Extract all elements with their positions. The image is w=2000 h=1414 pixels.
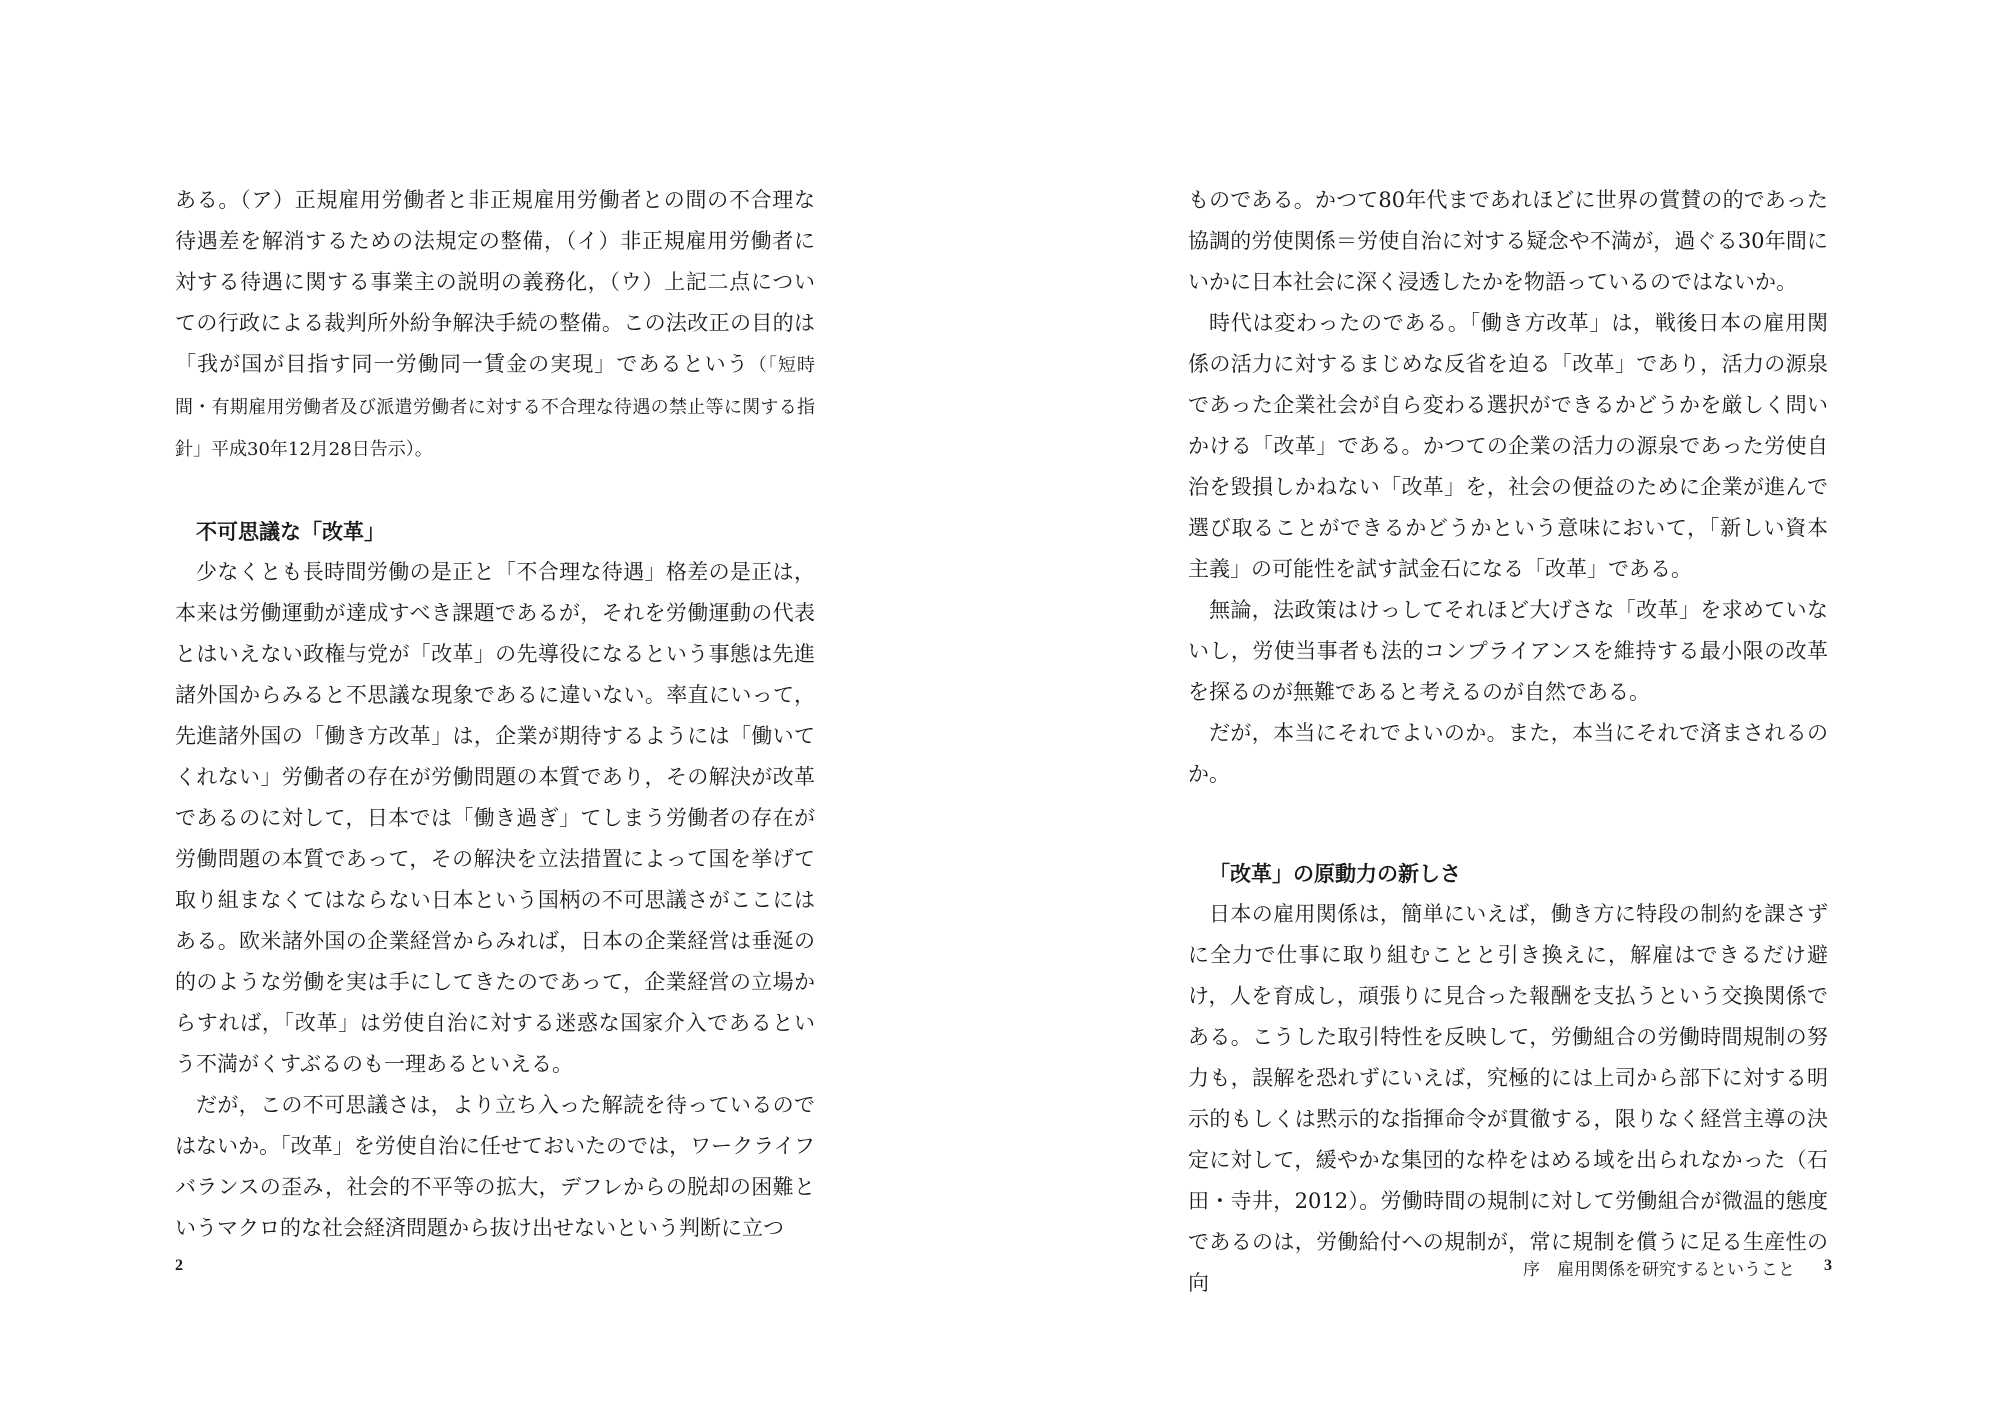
left-section-heading: 不可思議な「改革」 xyxy=(196,519,385,544)
running-head: 序 雇用関係を研究するということ xyxy=(1523,1260,1795,1280)
left-text-column xyxy=(175,180,815,1249)
left-paragraph-2: 少なくとも長時間労働の是正と「不合理な待遇」格差の是正は，本来は労働運動が達成すべき課題であるが，それを労働運動の代表とはいえない政権与党が「改革」の先導役になるという事態は先進諸外国からみると不思議な現象であるに違いない。率直にいって，先進諸外国の「働き方改革」は，企業が期待するようには「働いてくれない」労働者の存在が労働問題の本質であり，その解決が改革であるのに対して，日本では「働き過ぎ」てしまう労働者の存在が労働問題の本質であって，その解決を立法措置によって国を挙げて取り組まなくてはならない日本という国柄の不可思議さがここにはある。欧米諸外国の企業経営からみれば，日本の企業経営は垂涎の的のような労働を実は手にしてきたのであって，企業経営の立場からすれば，「改革」は労使自治に対する迷惑な国家介入であるという不満がくすぶるのも一理あるといえる。 xyxy=(175,560,815,1076)
right-paragraph-5: 日本の雇用関係は，簡単にいえば，働き方に特段の制約を課さずに全力で仕事に取り組むことと引き換えに，解雇はできるだけ避け，人を育成し，頑張りに見合った報酬を支払うという交換関係である。こうした取引特性を反映して，労働組合の労働時間規制の努力も，誤解を恐れずにいえば，究極的には上司から部下に対する明示的もしくは黙示的な指揮命令が貫徹する，限りなく経営主導の決定に対して，緩やかな集団的な枠をはめる域を出られなかった（石田・寺井，2012）。労働時間の規制に対して労働組合が微温的態度であるのは，労働給付への規制が，常に規制を償うに足る生産性の向 xyxy=(1188,902,1828,1295)
right-paragraph-3: 無論，法政策はけっしてそれほど大げさな「改革」を求めていないし，労使当事者も法的コンプライアンスを維持する最小限の改革を探るのが無難であると考えるのが自然である。 xyxy=(1188,598,1828,704)
right-paragraph-2: 時代は変わったのである。「働き方改革」は，戦後日本の雇用関係の活力に対するまじめな反省を迫る「改革」であり，活力の源泉であった企業社会が自ら変わる選択ができるかどうかを厳しく問いかける「改革」である。かつての企業の活力の源泉であった労使自治を毀損しかねない「改革」を，社会の便益のために企業が進んで選び取ることができるかどうかという意味において，「新しい資本主義」の可能性を試す試金石になる「改革」である。 xyxy=(1188,311,1828,581)
right-text-column xyxy=(1188,180,1828,1304)
left-paragraph-1-note: （「短時間・有期雇用労働者及び派遣労働者に対する不合理な待遇の禁止等に関する指針」平成30年12月28日告示）。 xyxy=(175,355,816,460)
right-paragraph-4: だが，本当にそれでよいのか。また，本当にそれで済まされるのか。 xyxy=(1188,721,1828,786)
left-page-number: 2 xyxy=(175,1257,183,1274)
right-page xyxy=(1000,0,2000,1414)
left-paragraph-3: だが，この不可思議さは，より立ち入った解読を待っているのではないか。「改革」を労使自治に任せておいたのでは，ワークライフバランスの歪み，社会的不平等の拡大，デフレからの脱却の困難というマクロ的な社会経済問題から抜け出せないという判断に立つ xyxy=(175,1093,815,1240)
right-paragraph-1: ものである。かつて80年代まであれほどに世界の賞賛の的であった協調的労使関係＝労使自治に対する疑念や不満が，過ぐる30年間にいかに日本社会に深く浸透したかを物語っているのではないか。 xyxy=(1188,188,1828,294)
right-section-heading: 「改革」の原動力の新しさ xyxy=(1209,861,1461,886)
left-paragraph-1-text: ある。（ア）正規雇用労働者と非正規雇用労働者との間の不合理な待遇差を解消するための法規定の整備，（イ）非正規雇用労働者に対する待遇に関する事業主の説明の義務化，（ウ）上記二点についての行政による裁判所外紛争解決手続の整備。この法改正の目的は「我が国が目指す同一労働同一賃金の実現」であるという xyxy=(175,188,815,376)
right-page-number: 3 xyxy=(1824,1257,1832,1274)
left-paragraph-1 xyxy=(175,180,815,470)
